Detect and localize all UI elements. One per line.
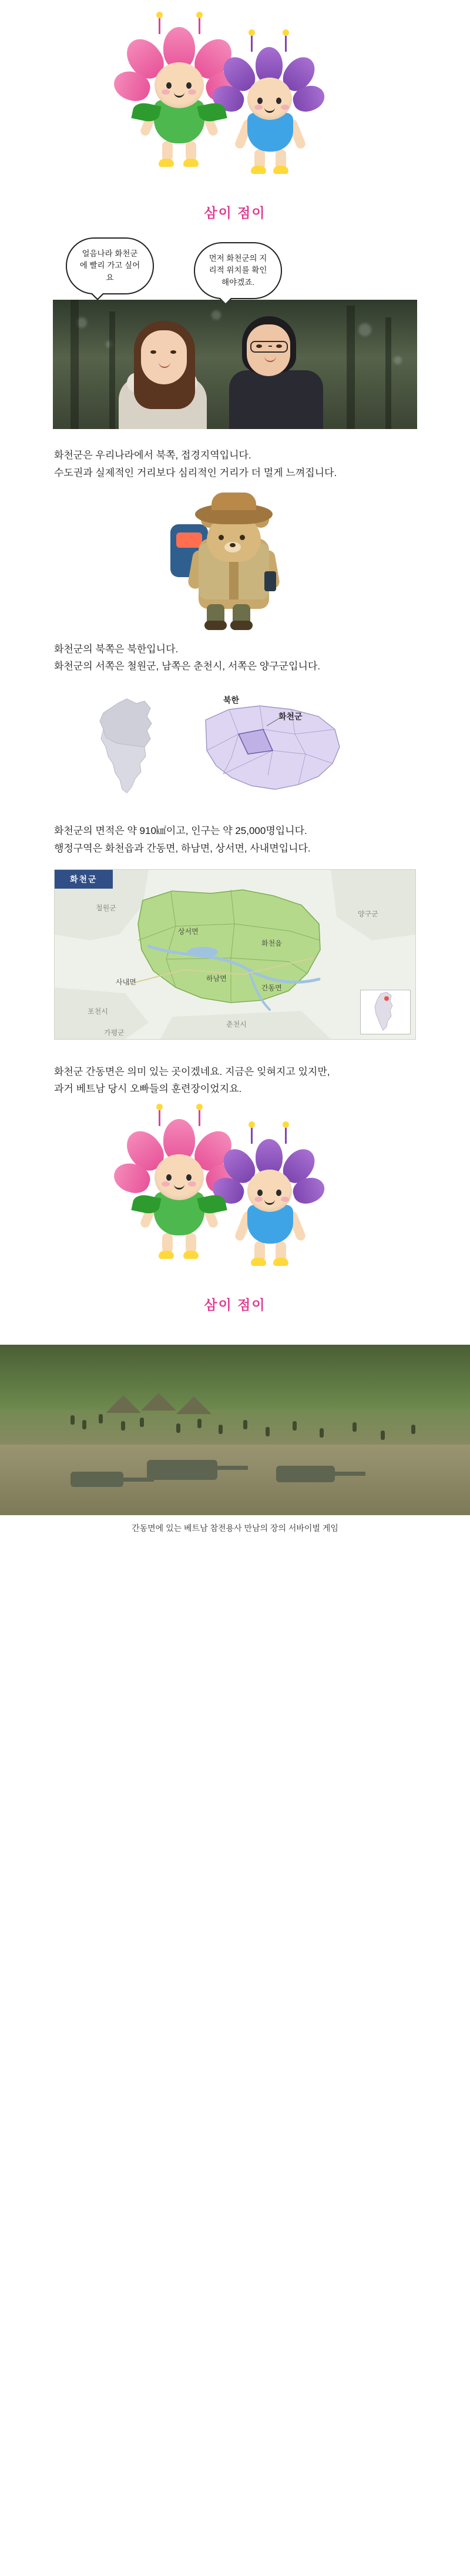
mascot-stage-bottom bbox=[112, 1116, 358, 1292]
dialogue-section bbox=[0, 229, 470, 300]
paragraph-1-line-2: 수도권과 실제적인 거리보다 심리적인 거리가 더 멀게 느껴집니다. bbox=[54, 467, 337, 478]
mascot-face bbox=[247, 1170, 292, 1212]
korea-map-svg bbox=[29, 693, 441, 805]
korea-map-label-hwacheon: 화천군 bbox=[278, 712, 303, 721]
game-photo-section bbox=[0, 1345, 470, 1547]
paragraph-1-line-1: 화천군은 우리나라에서 북쪽, 접경지역입니다. bbox=[54, 450, 251, 461]
tank-vehicle bbox=[276, 1466, 335, 1482]
mascot-section-bottom bbox=[0, 1116, 470, 1345]
mascot-jeomi bbox=[226, 1139, 314, 1265]
mascot-stage-top bbox=[112, 24, 358, 200]
korea-map bbox=[29, 693, 441, 805]
antenna-icon bbox=[199, 1108, 200, 1126]
region-label-hwacheoneup: 화천읍 bbox=[261, 939, 282, 947]
couple-photo bbox=[53, 300, 417, 429]
region-label-yanggu: 양구군 bbox=[358, 909, 378, 918]
hat-icon bbox=[195, 504, 273, 524]
tank-vehicle bbox=[70, 1472, 123, 1487]
glasses-icon bbox=[250, 341, 288, 353]
bear-mascot bbox=[164, 494, 306, 629]
region-label-sangseo: 상서면 bbox=[178, 927, 199, 936]
hwacheon-detail-map bbox=[54, 869, 416, 1040]
korea-map-section bbox=[0, 693, 470, 805]
region-label-sanae: 사내면 bbox=[116, 977, 136, 986]
antenna-icon bbox=[251, 34, 253, 52]
paragraph-2 bbox=[0, 641, 470, 676]
mascot-jeomi bbox=[226, 47, 314, 173]
tent-icon bbox=[141, 1393, 176, 1411]
paragraph-4-line-1: 화천군 간동면은 의미 있는 곳이겠네요. 지금은 잊혀지고 있지만, bbox=[54, 1066, 330, 1077]
paragraph-3-line-1: 화천군의 면적은 약 910㎢이고, 인구는 약 25,000명입니다. bbox=[54, 825, 307, 836]
antenna-icon bbox=[251, 1126, 253, 1144]
minimap-inset bbox=[360, 990, 411, 1034]
paragraph-1 bbox=[0, 447, 470, 482]
region-label-hanam: 하남면 bbox=[206, 974, 227, 983]
mascot-section-top bbox=[0, 0, 470, 229]
region-label-gandong: 간동면 bbox=[261, 983, 282, 992]
hwacheon-map-section bbox=[0, 869, 470, 1040]
survival-game-photo bbox=[0, 1345, 470, 1515]
mascot-face bbox=[155, 1154, 204, 1200]
region-label-chuncheon: 춘천시 bbox=[226, 1020, 247, 1029]
tank-vehicle bbox=[147, 1460, 217, 1480]
paragraph-2-line-1: 화천군의 북쪽은 북한입니다. bbox=[54, 643, 179, 655]
paragraph-4-line-2: 과거 베트남 당시 오빠들의 훈련장이었지요. bbox=[54, 1083, 242, 1095]
map-title-tag: 화천군 bbox=[55, 870, 113, 889]
antenna-icon bbox=[285, 34, 287, 52]
antenna-icon bbox=[159, 1108, 160, 1126]
mascot-sami bbox=[129, 29, 229, 176]
antenna-icon bbox=[159, 16, 160, 34]
speech-bubble-left: 얼음나라 화천군에 빨리 가고 싶어요 bbox=[66, 237, 154, 294]
mascot-face bbox=[155, 62, 204, 108]
paragraph-3-line-2: 행정구역은 화천읍과 간동면, 하남면, 상서면, 사내면입니다. bbox=[54, 842, 311, 854]
phone-icon bbox=[264, 571, 276, 591]
region-label-gapyeong: 가평군 bbox=[104, 1028, 125, 1037]
paragraph-2-line-2: 화천군의 서쪽은 철원군, 남쪽은 춘천시, 서쪽은 양구군입니다. bbox=[54, 661, 321, 672]
paragraph-3 bbox=[0, 822, 470, 857]
man-torso bbox=[229, 370, 323, 429]
paragraph-4 bbox=[0, 1063, 470, 1098]
mascot-names-label-bottom: 삼이 점이 bbox=[204, 1297, 266, 1312]
korea-map-label-north: 북한 bbox=[223, 695, 240, 705]
region-label-cheorwon: 철원군 bbox=[96, 903, 116, 912]
photo-caption: 간동면에 있는 베트남 참전용사 만남의 장의 서바이벌 게임 bbox=[132, 1523, 338, 1533]
antenna-icon bbox=[199, 16, 200, 34]
tent-icon bbox=[176, 1396, 212, 1414]
mascot-face bbox=[247, 78, 292, 120]
mascot-names-label: 삼이 점이 bbox=[204, 205, 266, 220]
region-label-pocheon: 포천시 bbox=[88, 1007, 108, 1016]
mascot-sami bbox=[129, 1121, 229, 1268]
bear-mascot-section bbox=[0, 494, 470, 629]
couple-photo-section bbox=[0, 300, 470, 429]
tent-icon bbox=[106, 1395, 141, 1413]
speech-bubble-right: 먼저 화천군의 지리적 위치를 확인해야겠죠. bbox=[194, 242, 282, 299]
antenna-icon bbox=[285, 1126, 287, 1144]
